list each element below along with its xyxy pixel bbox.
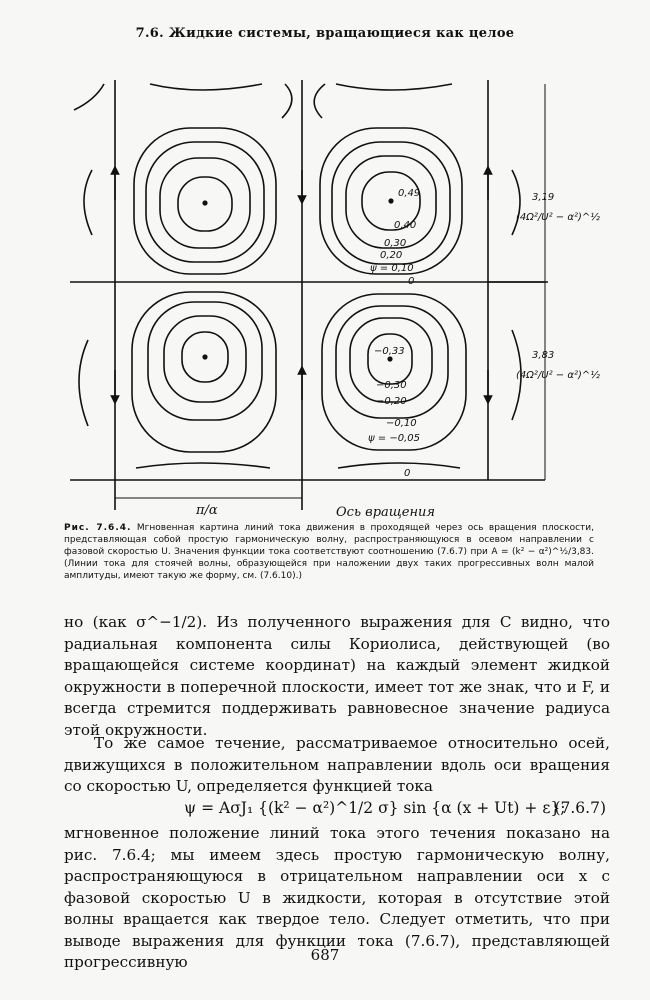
edge-streamline [84, 170, 92, 235]
vortex-center [387, 356, 392, 361]
figure-caption [64, 522, 594, 582]
equation-7-6-7 [64, 799, 610, 823]
psi-label: 0,49 [398, 188, 421, 199]
streamlines-bottom-left [132, 292, 276, 452]
running-header: 7.6. Жидкие системы, вращающиеся как целое [135, 26, 515, 41]
edge-streamline [74, 84, 104, 110]
dimension-value-bottom: 3,83 [532, 350, 555, 361]
pi-over-alpha-label: π/α [196, 503, 218, 518]
dimension-expression-bottom: (4Ω²/U² − α²)^½ [516, 370, 600, 381]
psi-label: ψ = 0,10 [370, 263, 414, 274]
vortex-center [388, 198, 393, 203]
dimension-expression-top: (4Ω²/U² − α²)^½ [516, 212, 600, 223]
paragraph: но (как σ^−1/2). Из полученного выражения для C видно, что радиальная компонента силы Кориолиса, действующей (во вращающейся системе координат) на каждый элемент жидкой окружности в поперечной плоскости, имеет тот же знак, что и F, и всегда стремится поддерживать равновесное значение радиуса этой окружности. [64, 613, 610, 739]
vortex-center [202, 354, 207, 359]
psi-label: −0,10 [386, 418, 417, 429]
edge-streamline [314, 84, 325, 118]
page-number: 687 [310, 946, 340, 964]
edge-streamline [79, 340, 88, 426]
psi-label: −0,20 [376, 396, 407, 407]
caption-text: Мгновенная картина линий тока движения в проходящей через ось вращения плоскости, представляющая собой простую гармоническую волну, распространяющуюся в осевом направлении с фазовой скоростью U. Значения функции тока соответствуют соотношению (7.6.7) при A = (k² − α²)^½/3,83. (Линии тока для стоячей волны, образующейся при наложении двух таких прогрессивных волн малой амплитуды, имеют такую же форму, см. (7.6.10).) [64, 523, 594, 581]
psi-label: −0,33 [374, 346, 405, 357]
labels-top-right [370, 188, 420, 287]
equation-number: (7.6.7) [554, 799, 606, 817]
paragraph: мгновенное положение линий тока этого течения показано на рис. 7.6.4; мы имеем здесь простую гармоническую волну, распространяющуюся в отрицательном направлении оси x с фазовой скоростью U в жидкости, которая в отсутствие этой волны вращается как твердое тело. Следует отметить, что при выводе выражения для функции тока (7.6.7), представляющей прогрессивную [64, 824, 610, 971]
edge-streamline [150, 84, 262, 90]
psi-label: 0 [404, 468, 411, 479]
equation-body: ψ = AσJ₁ {(k² − α²)^1/2 σ} sin {α (x + Ut) + ε}; [184, 799, 566, 817]
streamline-figure [0, 70, 650, 520]
edge-streamline [282, 84, 292, 118]
psi-label: ψ = −0,05 [368, 433, 420, 444]
psi-label: 0,40 [394, 220, 417, 231]
edge-streamline [336, 84, 452, 90]
psi-label: 0,20 [380, 250, 403, 261]
dimension-value-top: 3,19 [532, 192, 555, 203]
edge-streamline [512, 170, 520, 235]
psi-label: 0 [408, 276, 415, 287]
rotation-axis-label: Ось вращения [336, 505, 436, 520]
paragraph: То же самое течение, рассматриваемое относительно осей, движущихся в положительном направлении вдоль оси вращения со скоростью U, определяется функцией тока [64, 734, 610, 795]
psi-label: −0,30 [376, 380, 407, 391]
psi-label: 0,30 [384, 238, 407, 249]
edge-streamline [338, 463, 460, 468]
caption-lead: Рис. 7.6.4. [64, 523, 132, 533]
vortex-center [202, 200, 207, 205]
edge-streamline [136, 463, 270, 468]
